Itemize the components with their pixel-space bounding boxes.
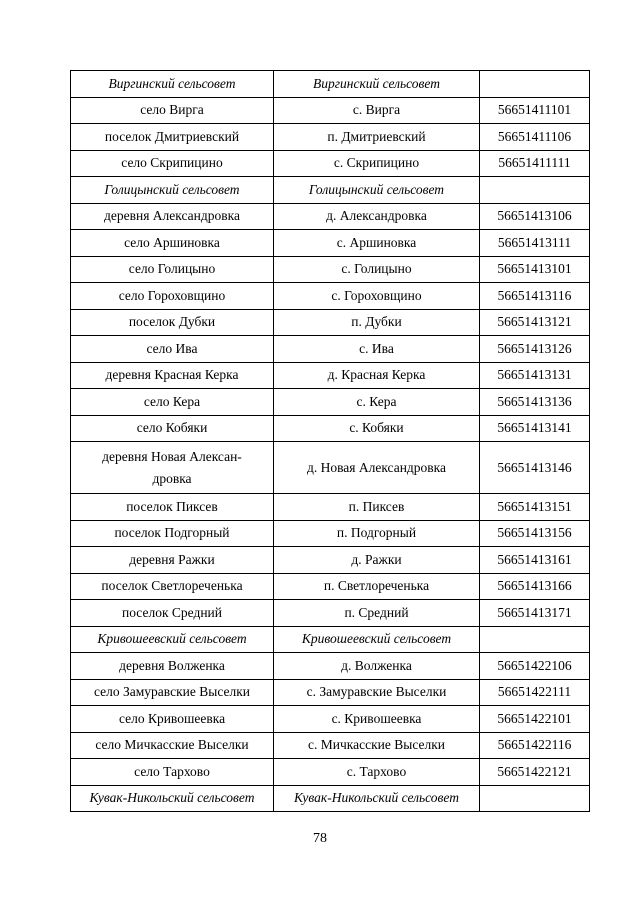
settlement-code: 56651411111 <box>480 150 590 177</box>
settlement-short-name: с. Кривошеевка <box>274 706 480 733</box>
settlement-short-name: с. Вирга <box>274 97 480 124</box>
settlement-short-name: п. Светлореченька <box>274 573 480 600</box>
settlement-full-name: деревня Александровка <box>71 203 274 230</box>
table-row <box>71 256 590 283</box>
settlement-full-name: село Аршиновка <box>71 230 274 257</box>
settlement-full-name: деревня Красная Керка <box>71 362 274 389</box>
settlement-short-name: с. Тархово <box>274 759 480 786</box>
settlements-table <box>70 70 590 812</box>
settlement-full-name: село Скрипицино <box>71 150 274 177</box>
section-header-row <box>71 177 590 204</box>
settlement-code: 56651413141 <box>480 415 590 442</box>
table-row <box>71 389 590 416</box>
table-row <box>71 573 590 600</box>
settlement-code: 56651413106 <box>480 203 590 230</box>
settlement-full-name: деревня Ражки <box>71 547 274 574</box>
settlement-short-name: Кувак-Никольский сельсовет <box>274 785 480 812</box>
settlement-short-name: Кривошеевский сельсовет <box>274 626 480 653</box>
settlement-short-name: Виргинский сельсовет <box>274 71 480 98</box>
table-row <box>71 600 590 627</box>
settlement-code: 56651413111 <box>480 230 590 257</box>
settlement-code <box>480 71 590 98</box>
settlement-short-name: с. Гороховщино <box>274 283 480 310</box>
table-row <box>71 732 590 759</box>
settlement-full-name: деревня Волженка <box>71 653 274 680</box>
table-row <box>71 520 590 547</box>
settlement-full-name: село Кобяки <box>71 415 274 442</box>
settlement-full-name: село Голицыно <box>71 256 274 283</box>
settlement-code: 56651413151 <box>480 494 590 521</box>
table-row <box>71 415 590 442</box>
settlement-full-name: село Гороховщино <box>71 283 274 310</box>
table-row <box>71 679 590 706</box>
settlement-code: 56651413146 <box>480 442 590 494</box>
settlement-full-name: поселок Средний <box>71 600 274 627</box>
settlement-short-name: с. Скрипицино <box>274 150 480 177</box>
table-row <box>71 124 590 151</box>
settlement-short-name: Голицынский сельсовет <box>274 177 480 204</box>
settlement-short-name: п. Дубки <box>274 309 480 336</box>
settlement-short-name: с. Кобяки <box>274 415 480 442</box>
settlement-full-name: Кривошеевский сельсовет <box>71 626 274 653</box>
section-header-row <box>71 71 590 98</box>
settlement-short-name: с. Замуравские Выселки <box>274 679 480 706</box>
settlement-full-name: деревня Новая Алексан- дровка <box>71 442 274 494</box>
settlement-short-name: д. Александровка <box>274 203 480 230</box>
settlement-short-name: д. Ражки <box>274 547 480 574</box>
settlement-code: 56651411101 <box>480 97 590 124</box>
settlement-short-name: с. Мичкасские Выселки <box>274 732 480 759</box>
settlement-code: 56651422106 <box>480 653 590 680</box>
table-row <box>71 653 590 680</box>
settlement-code <box>480 626 590 653</box>
settlement-short-name: с. Кера <box>274 389 480 416</box>
settlement-full-name: село Тархово <box>71 759 274 786</box>
settlement-full-name: поселок Дубки <box>71 309 274 336</box>
settlement-full-name: село Ива <box>71 336 274 363</box>
settlement-full-name: поселок Пиксев <box>71 494 274 521</box>
settlement-full-name: село Вирга <box>71 97 274 124</box>
settlement-full-name: поселок Подгорный <box>71 520 274 547</box>
settlement-short-name: с. Голицыно <box>274 256 480 283</box>
settlement-full-name: поселок Дмитриевский <box>71 124 274 151</box>
table-row <box>71 336 590 363</box>
settlement-code: 56651413166 <box>480 573 590 600</box>
settlement-code <box>480 177 590 204</box>
settlement-short-name: д. Новая Александровка <box>274 442 480 494</box>
settlement-short-name: п. Средний <box>274 600 480 627</box>
settlement-full-name: Кувак-Никольский сельсовет <box>71 785 274 812</box>
settlement-full-name: село Кривошеевка <box>71 706 274 733</box>
table-row <box>71 203 590 230</box>
settlement-short-name: д. Красная Керка <box>274 362 480 389</box>
table-row <box>71 442 590 494</box>
table-row <box>71 547 590 574</box>
settlements-table-body <box>71 71 590 812</box>
settlement-code: 56651422111 <box>480 679 590 706</box>
settlement-full-name: село Замуравские Выселки <box>71 679 274 706</box>
settlement-short-name: п. Подгорный <box>274 520 480 547</box>
settlement-code: 56651422116 <box>480 732 590 759</box>
section-header-row <box>71 626 590 653</box>
settlement-short-name: д. Волженка <box>274 653 480 680</box>
table-row <box>71 494 590 521</box>
settlement-code: 56651422101 <box>480 706 590 733</box>
settlement-full-name: село Мичкасские Выселки <box>71 732 274 759</box>
settlement-short-name: п. Дмитриевский <box>274 124 480 151</box>
settlement-short-name: п. Пиксев <box>274 494 480 521</box>
table-row <box>71 230 590 257</box>
table-row <box>71 759 590 786</box>
settlement-code: 56651413136 <box>480 389 590 416</box>
settlement-short-name: с. Ива <box>274 336 480 363</box>
table-row <box>71 150 590 177</box>
settlement-code <box>480 785 590 812</box>
settlement-full-name: Виргинский сельсовет <box>71 71 274 98</box>
settlement-code: 56651411106 <box>480 124 590 151</box>
page-number: 78 <box>313 831 327 846</box>
settlement-code: 56651413126 <box>480 336 590 363</box>
table-row <box>71 362 590 389</box>
settlement-code: 56651413161 <box>480 547 590 574</box>
settlement-code: 56651413116 <box>480 283 590 310</box>
settlement-code: 56651413156 <box>480 520 590 547</box>
settlement-code: 56651413171 <box>480 600 590 627</box>
settlement-code: 56651413131 <box>480 362 590 389</box>
section-header-row <box>71 785 590 812</box>
table-row <box>71 97 590 124</box>
table-row <box>71 706 590 733</box>
settlement-code: 56651422121 <box>480 759 590 786</box>
settlement-full-name: Голицынский сельсовет <box>71 177 274 204</box>
table-row <box>71 283 590 310</box>
settlement-full-name: поселок Светлореченька <box>71 573 274 600</box>
settlement-short-name: с. Аршиновка <box>274 230 480 257</box>
table-row <box>71 309 590 336</box>
settlement-code: 56651413121 <box>480 309 590 336</box>
settlement-full-name: село Кера <box>71 389 274 416</box>
settlement-code: 56651413101 <box>480 256 590 283</box>
